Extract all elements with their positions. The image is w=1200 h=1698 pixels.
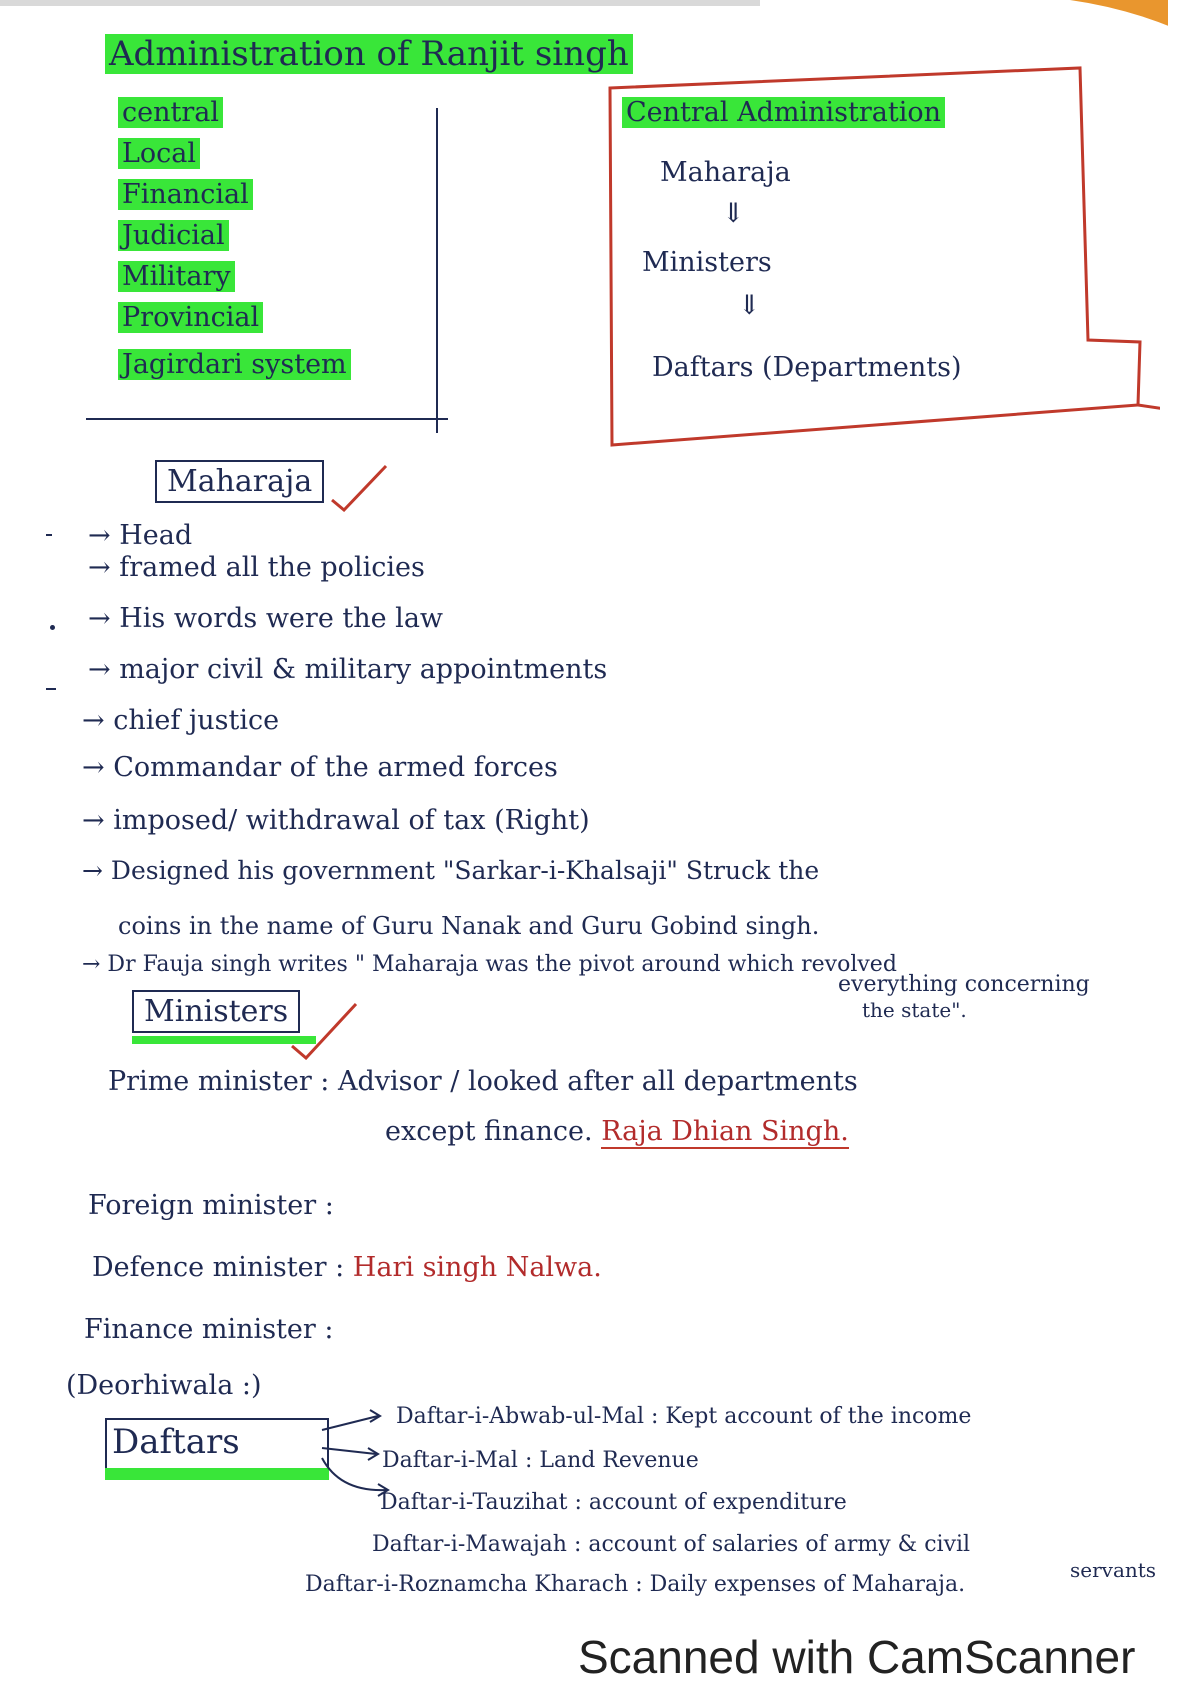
divider-horizontal <box>86 418 448 420</box>
margin-tick <box>46 534 52 536</box>
prime-minister-name: Raja Dhian Singh. <box>601 1116 849 1147</box>
maharaja-point: → imposed/ withdrawal of tax (Right) <box>82 805 590 836</box>
page-title <box>105 34 633 74</box>
central-admin-heading: Central Administration <box>622 97 945 128</box>
arrow-down-icon: ⇓ <box>722 198 745 229</box>
topic-item: Judicial <box>118 215 351 256</box>
maharaja-heading: Maharaja <box>155 460 324 503</box>
top-edge <box>0 0 760 6</box>
divider-vertical <box>436 108 438 433</box>
quote-tail: everything concerning <box>838 972 1090 997</box>
maharaja-point: → framed all the policies <box>88 552 425 583</box>
level-ministers: Ministers <box>642 247 772 278</box>
arrow-down-icon: ⇓ <box>738 290 761 321</box>
check-mark-icon <box>290 1000 360 1060</box>
defence-minister-line: Defence minister : Hari singh Nalwa. <box>92 1252 602 1283</box>
level-daftars: Daftars (Departments) <box>652 352 962 383</box>
footer-watermark: Scanned with CamScanner <box>578 1631 1136 1683</box>
daftar-item: Daftar-i-Abwab-ul-Mal : Kept account of the income <box>396 1404 972 1429</box>
prime-minister-line: Prime minister : Advisor / looked after all departments <box>108 1066 858 1097</box>
deorhiwala-line: (Deorhiwala :) <box>66 1370 262 1401</box>
maharaja-point: → Head <box>88 520 193 551</box>
topic-item: Jagirdari system <box>118 344 351 385</box>
daftar-item: Daftar-i-Mal : Land Revenue <box>382 1448 699 1473</box>
topic-item: Provincial <box>118 297 351 338</box>
topics-list <box>118 92 351 385</box>
maharaja-point: → Dr Fauja singh writes " Maharaja was the pivot around which revolved <box>82 952 897 977</box>
ministers-highlight <box>132 1036 316 1044</box>
title-text: Administration of Ranjit singh <box>105 34 633 74</box>
margin-tick <box>46 688 56 690</box>
topic-item: central <box>118 92 351 133</box>
daftar-item: Daftar-i-Roznamcha Kharach : Daily expenses of Maharaja. <box>305 1572 966 1597</box>
maharaja-point: coins in the name of Guru Nanak and Guru Gobind singh. <box>118 912 820 940</box>
maharaja-point: → Commandar of the armed forces <box>82 752 558 783</box>
defence-minister-name: Hari singh Nalwa. <box>352 1252 602 1283</box>
maharaja-point: → His words were the law <box>88 603 444 634</box>
quote-tail: the state". <box>862 998 967 1022</box>
topic-item: Local <box>118 133 351 174</box>
servants-tail: servants <box>1070 1558 1157 1582</box>
check-mark-icon <box>330 462 390 512</box>
finance-minister-line: Finance minister : <box>84 1314 334 1345</box>
maharaja-point: → chief justice <box>82 705 280 736</box>
ministers-heading: Ministers <box>132 990 300 1033</box>
right-margin <box>1170 0 1200 1698</box>
maharaja-point: → major civil & military appointments <box>88 654 608 685</box>
margin-tick <box>50 625 55 630</box>
prime-minister-line2: except finance. Raja Dhian Singh. <box>385 1116 849 1147</box>
topic-item: Financial <box>118 174 351 215</box>
daftars-highlight <box>105 1468 329 1480</box>
topic-item: Military <box>118 256 351 297</box>
maharaja-point: → Designed his government "Sarkar-i-Khalsaji" Struck the <box>82 856 820 885</box>
daftars-heading: Daftars <box>112 1422 240 1462</box>
level-maharaja: Maharaja <box>660 157 791 188</box>
daftar-item: Daftar-i-Tauzihat : account of expenditure <box>380 1490 847 1515</box>
daftar-item: Daftar-i-Mawajah : account of salaries of army & civil <box>372 1532 971 1557</box>
foreign-minister-line: Foreign minister : <box>88 1190 334 1221</box>
